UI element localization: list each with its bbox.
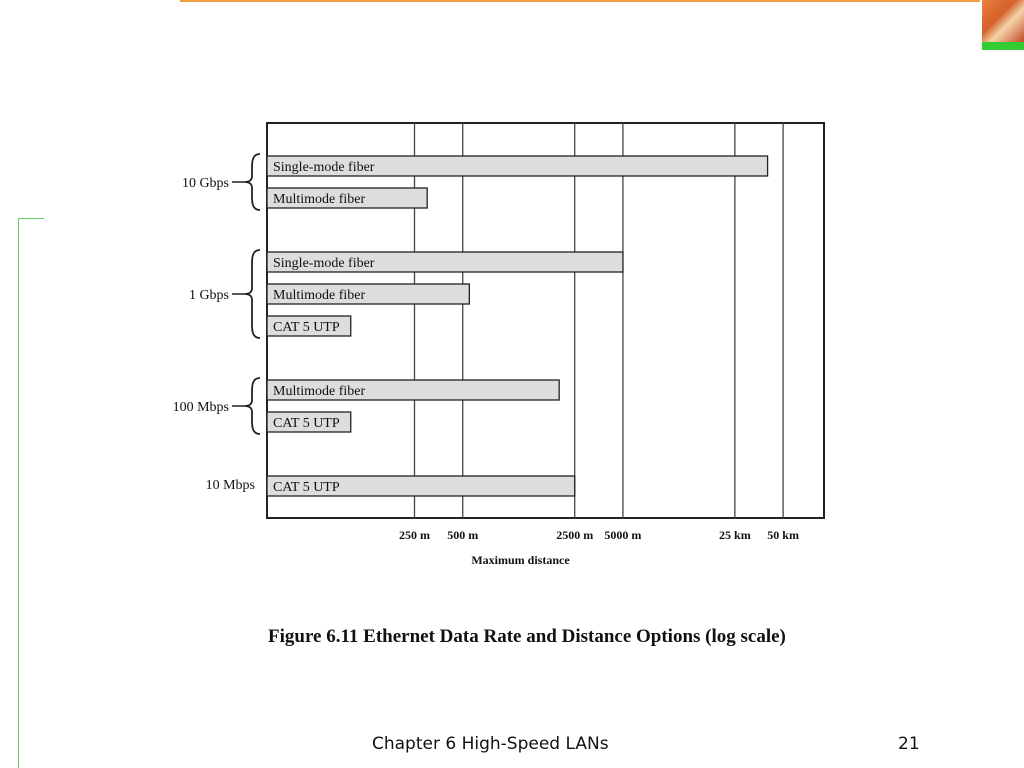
group-label: 100 Mbps xyxy=(172,400,229,415)
x-tick-label: 250 m xyxy=(399,528,431,542)
group-label: 10 Gbps xyxy=(181,176,229,191)
x-tick-label: 25 km xyxy=(719,528,751,542)
bar-label: CAT 5 UTP xyxy=(273,320,340,335)
page-number: 21 xyxy=(898,734,920,754)
x-tick-label: 500 m xyxy=(447,528,479,542)
figure-caption: Figure 6.11 Ethernet Data Rate and Distance Options (log scale) xyxy=(268,626,786,647)
bar-label: CAT 5 UTP xyxy=(273,480,340,495)
x-tick-label: 5000 m xyxy=(604,528,642,542)
bar-label: Single-mode fiber xyxy=(273,160,375,175)
x-tick-label: 2500 m xyxy=(556,528,594,542)
group-bracket xyxy=(245,378,260,434)
x-axis-label: Maximum distance xyxy=(471,553,570,567)
footer-title: Chapter 6 High-Speed LANs xyxy=(372,734,609,754)
group-label: 10 Mbps xyxy=(205,478,255,493)
x-tick-label: 50 km xyxy=(767,528,799,542)
bar-label: Multimode fiber xyxy=(273,384,366,399)
bar-label: Multimode fiber xyxy=(273,192,366,207)
bar-label: Multimode fiber xyxy=(273,288,366,303)
group-bracket xyxy=(245,154,260,210)
group-label: 1 Gbps xyxy=(188,288,229,303)
bar-label: CAT 5 UTP xyxy=(273,416,340,431)
group-bracket xyxy=(245,250,260,338)
bar-label: Single-mode fiber xyxy=(273,256,375,271)
